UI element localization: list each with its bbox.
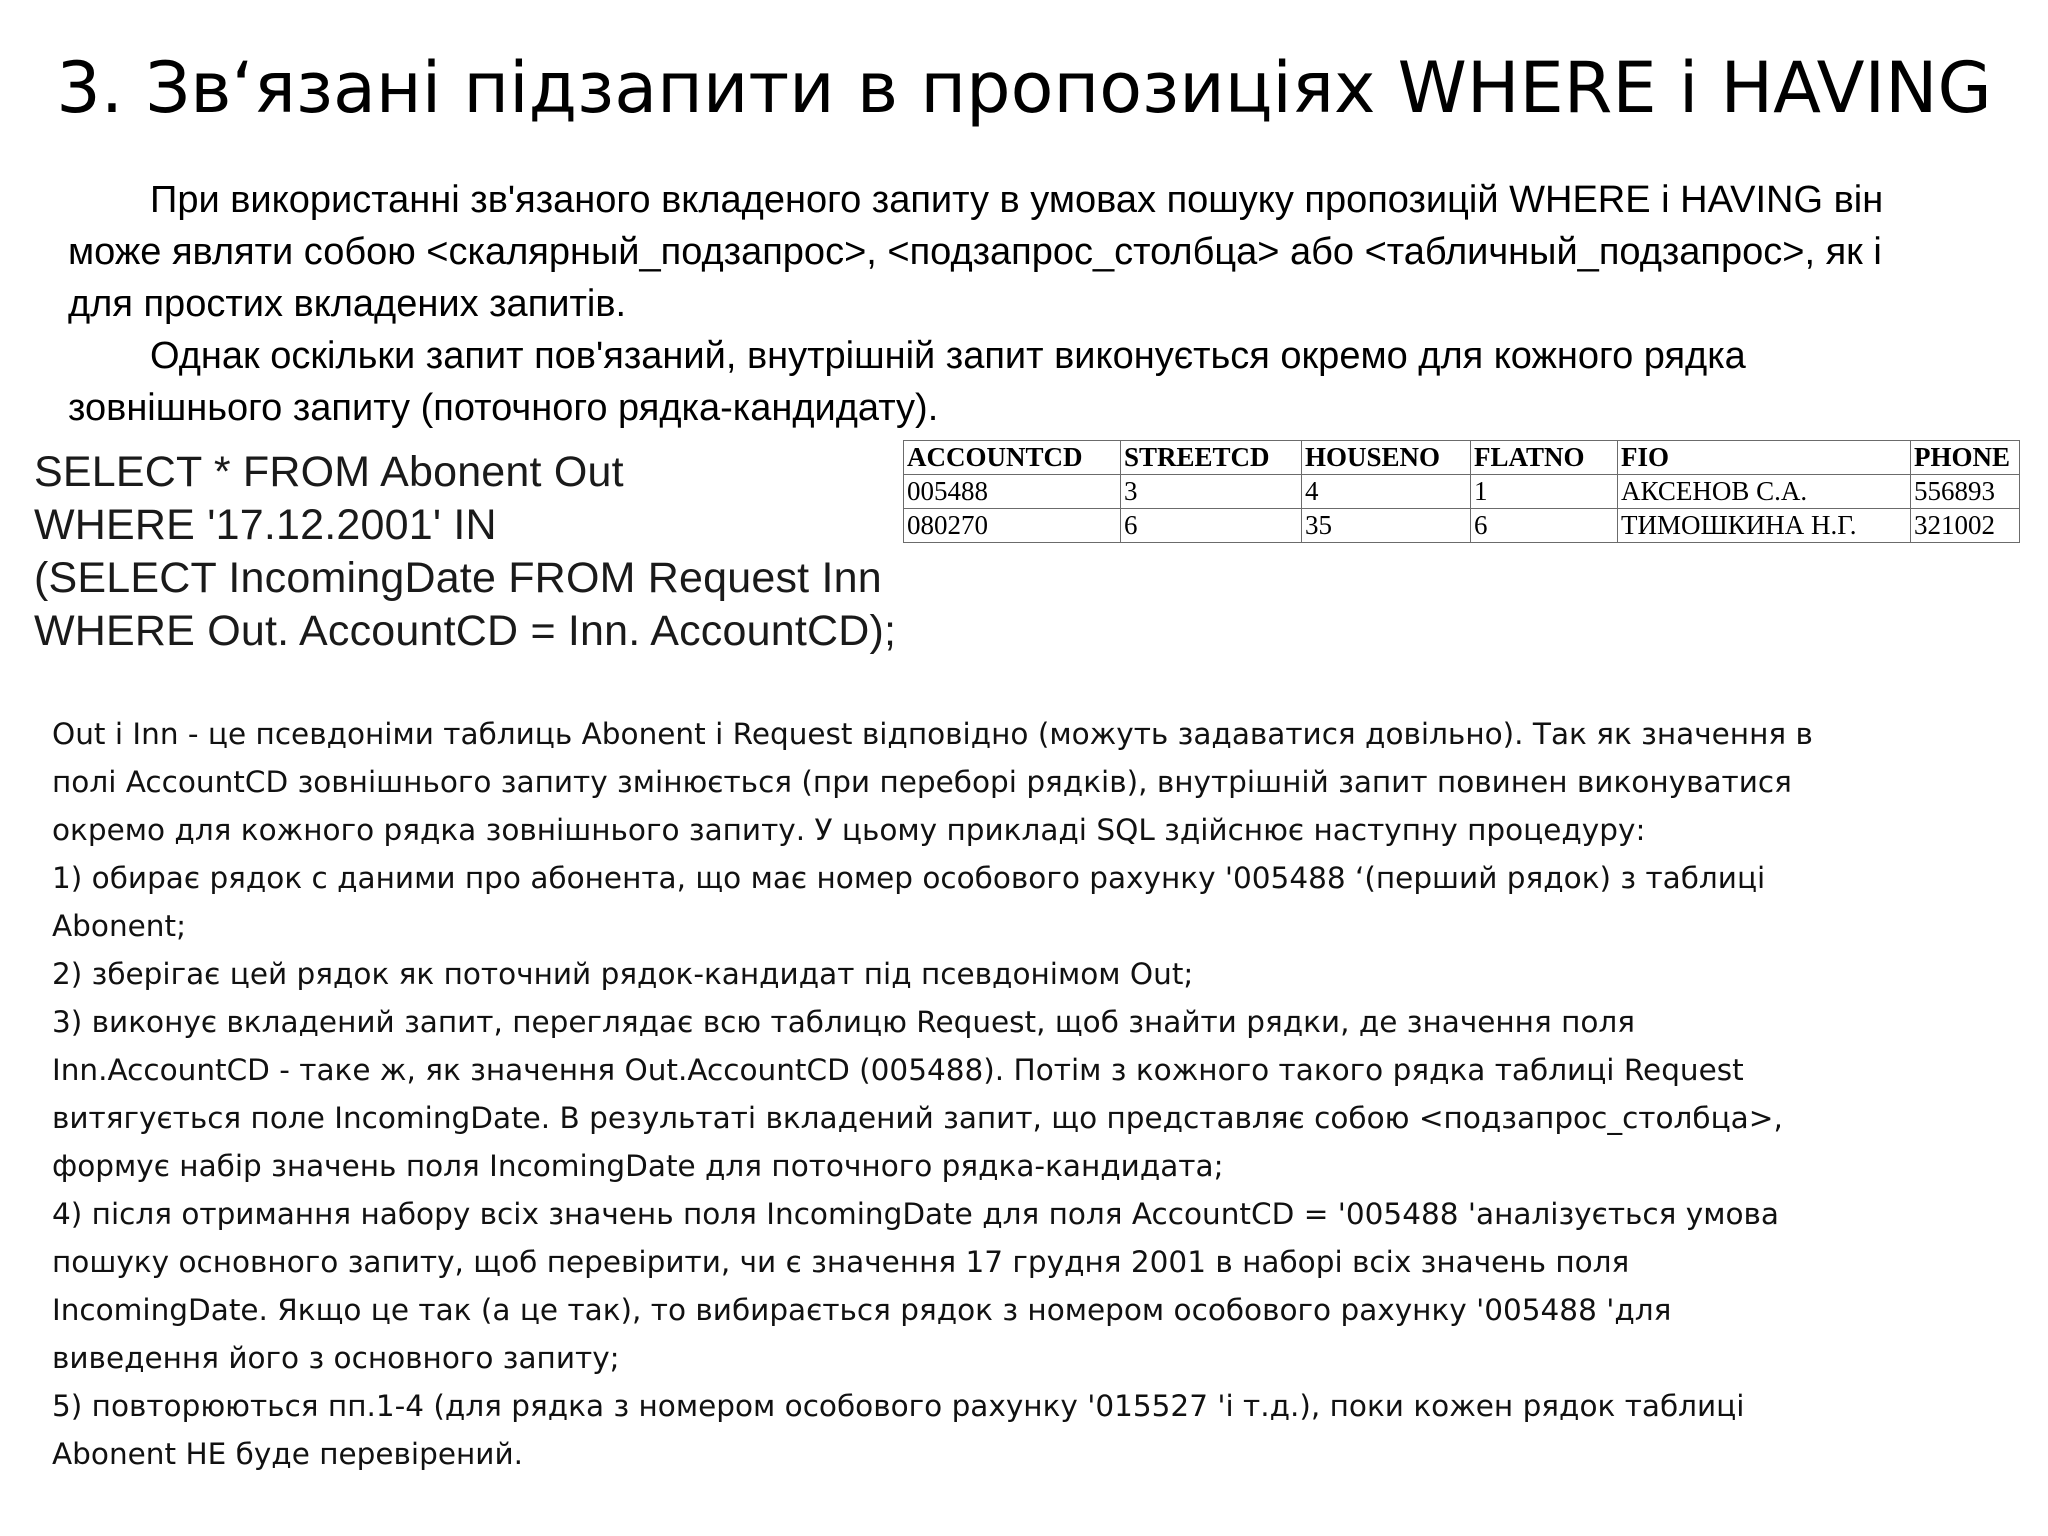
text-line: 1) обирає рядок с даними про абонента, що має номер особового рахунку '005488 ‘(перший рядок) з таблиці [52, 861, 1766, 895]
column-header: PHONE [1911, 441, 2020, 475]
text-line: 3) виконує вкладений запит, переглядає всю таблицю Request, щоб знайти рядки, де значення поля [52, 1005, 1636, 1039]
table-cell: 005488 [904, 475, 1121, 509]
text-line: витягується поле IncomingDate. В результаті вкладений запит, що представляє собою <подзапрос_столбца>, [52, 1101, 1783, 1135]
table-cell: 556893 [1911, 475, 2020, 509]
table-header-row [904, 441, 2020, 475]
table-cell: ТИМОШКИНА Н.Г. [1618, 509, 1911, 543]
column-header: FIO [1618, 441, 1911, 475]
table-cell: 6 [1471, 509, 1618, 543]
table-cell: 3 [1121, 475, 1302, 509]
intro-text [68, 174, 1908, 434]
column-header: ACCOUNTCD [904, 441, 1121, 475]
table-cell: 080270 [904, 509, 1121, 543]
table-cell: АКСЕНОВ С.А. [1618, 475, 1911, 509]
intro-paragraph-2: Однак оскільки запит пов'язаний, внутрішній запит виконується окремо для кожного рядка зовнішнього запиту (поточного рядка-кандидату). [68, 335, 1746, 429]
sql-line: SELECT * FROM Abonent Out [34, 448, 624, 496]
table-cell: 4 [1302, 475, 1471, 509]
result-table [903, 440, 2020, 543]
text-line: Abonent НЕ буде перевірений. [52, 1437, 523, 1471]
text-line: 5) повторюються пп.1-4 (для рядка з номером особового рахунку '015527 'і т.д.), поки кожен рядок таблиці [52, 1389, 1745, 1423]
text-line: 4) після отримання набору всіх значень поля IncomingDate для поля AccountCD = '005488 'аналізується умова [52, 1197, 1779, 1231]
column-header: STREETCD [1121, 441, 1302, 475]
text-line: окремо для кожного рядка зовнішнього запиту. У цьому прикладі SQL здійснює наступну процедуру: [52, 813, 1646, 847]
text-line: Abonent; [52, 909, 187, 943]
table-row [904, 509, 2020, 543]
column-header: HOUSENO [1302, 441, 1471, 475]
text-line: 2) зберігає цей рядок як поточний рядок-кандидат під псевдонімом Out; [52, 957, 1194, 991]
intro-paragraph-1: При використанні зв'язаного вкладеного запиту в умовах пошуку пропозицій WHERE і HAVING він може являти собою <скалярный_подзапрос>, <подзапрос_столбца> або <табличный_подзапрос>, як і для простих вкладених запитів. [68, 179, 1884, 325]
slide-title: 3. Зв‘язані підзапити в пропозиціях WHERE і HAVING [56, 47, 1992, 129]
text-line: Inn.AccountCD - таке ж, як значення Out.AccountCD (005488). Потім з кожного такого рядка таблиці Request [52, 1053, 1744, 1087]
table-row [904, 475, 2020, 509]
text-line: Out і Inn - це псевдоніми таблиць Abonent і Request відповідно (можуть задаватися довільно). Так як значення в [52, 717, 1813, 751]
text-line: формує набір значень поля IncomingDate для поточного рядка-кандидата; [52, 1149, 1224, 1183]
text-line: пошуку основного запиту, щоб перевірити, чи є значення 17 грудня 2001 в наборі всіх значень поля [52, 1245, 1630, 1279]
text-line: полі AccountCD зовнішнього запиту змінюється (при переборі рядків), внутрішній запит повинен виконуватися [52, 765, 1792, 799]
table-cell: 321002 [1911, 509, 2020, 543]
column-header: FLATNO [1471, 441, 1618, 475]
sql-code-block [34, 446, 896, 658]
explanation-text [52, 710, 2002, 1478]
text-line: IncomingDate. Якщо це так (а це так), то вибирається рядок з номером особового рахунку '005488 'для [52, 1293, 1672, 1327]
text-line: виведення його з основного запиту; [52, 1341, 620, 1375]
sql-line: WHERE '17.12.2001' IN [34, 501, 497, 549]
table-cell: 35 [1302, 509, 1471, 543]
sql-line: WHERE Out. AccountCD = Inn. AccountCD); [34, 607, 897, 655]
table-cell: 1 [1471, 475, 1618, 509]
table-cell: 6 [1121, 509, 1302, 543]
sql-line: (SELECT IncomingDate FROM Request Inn [34, 554, 882, 602]
